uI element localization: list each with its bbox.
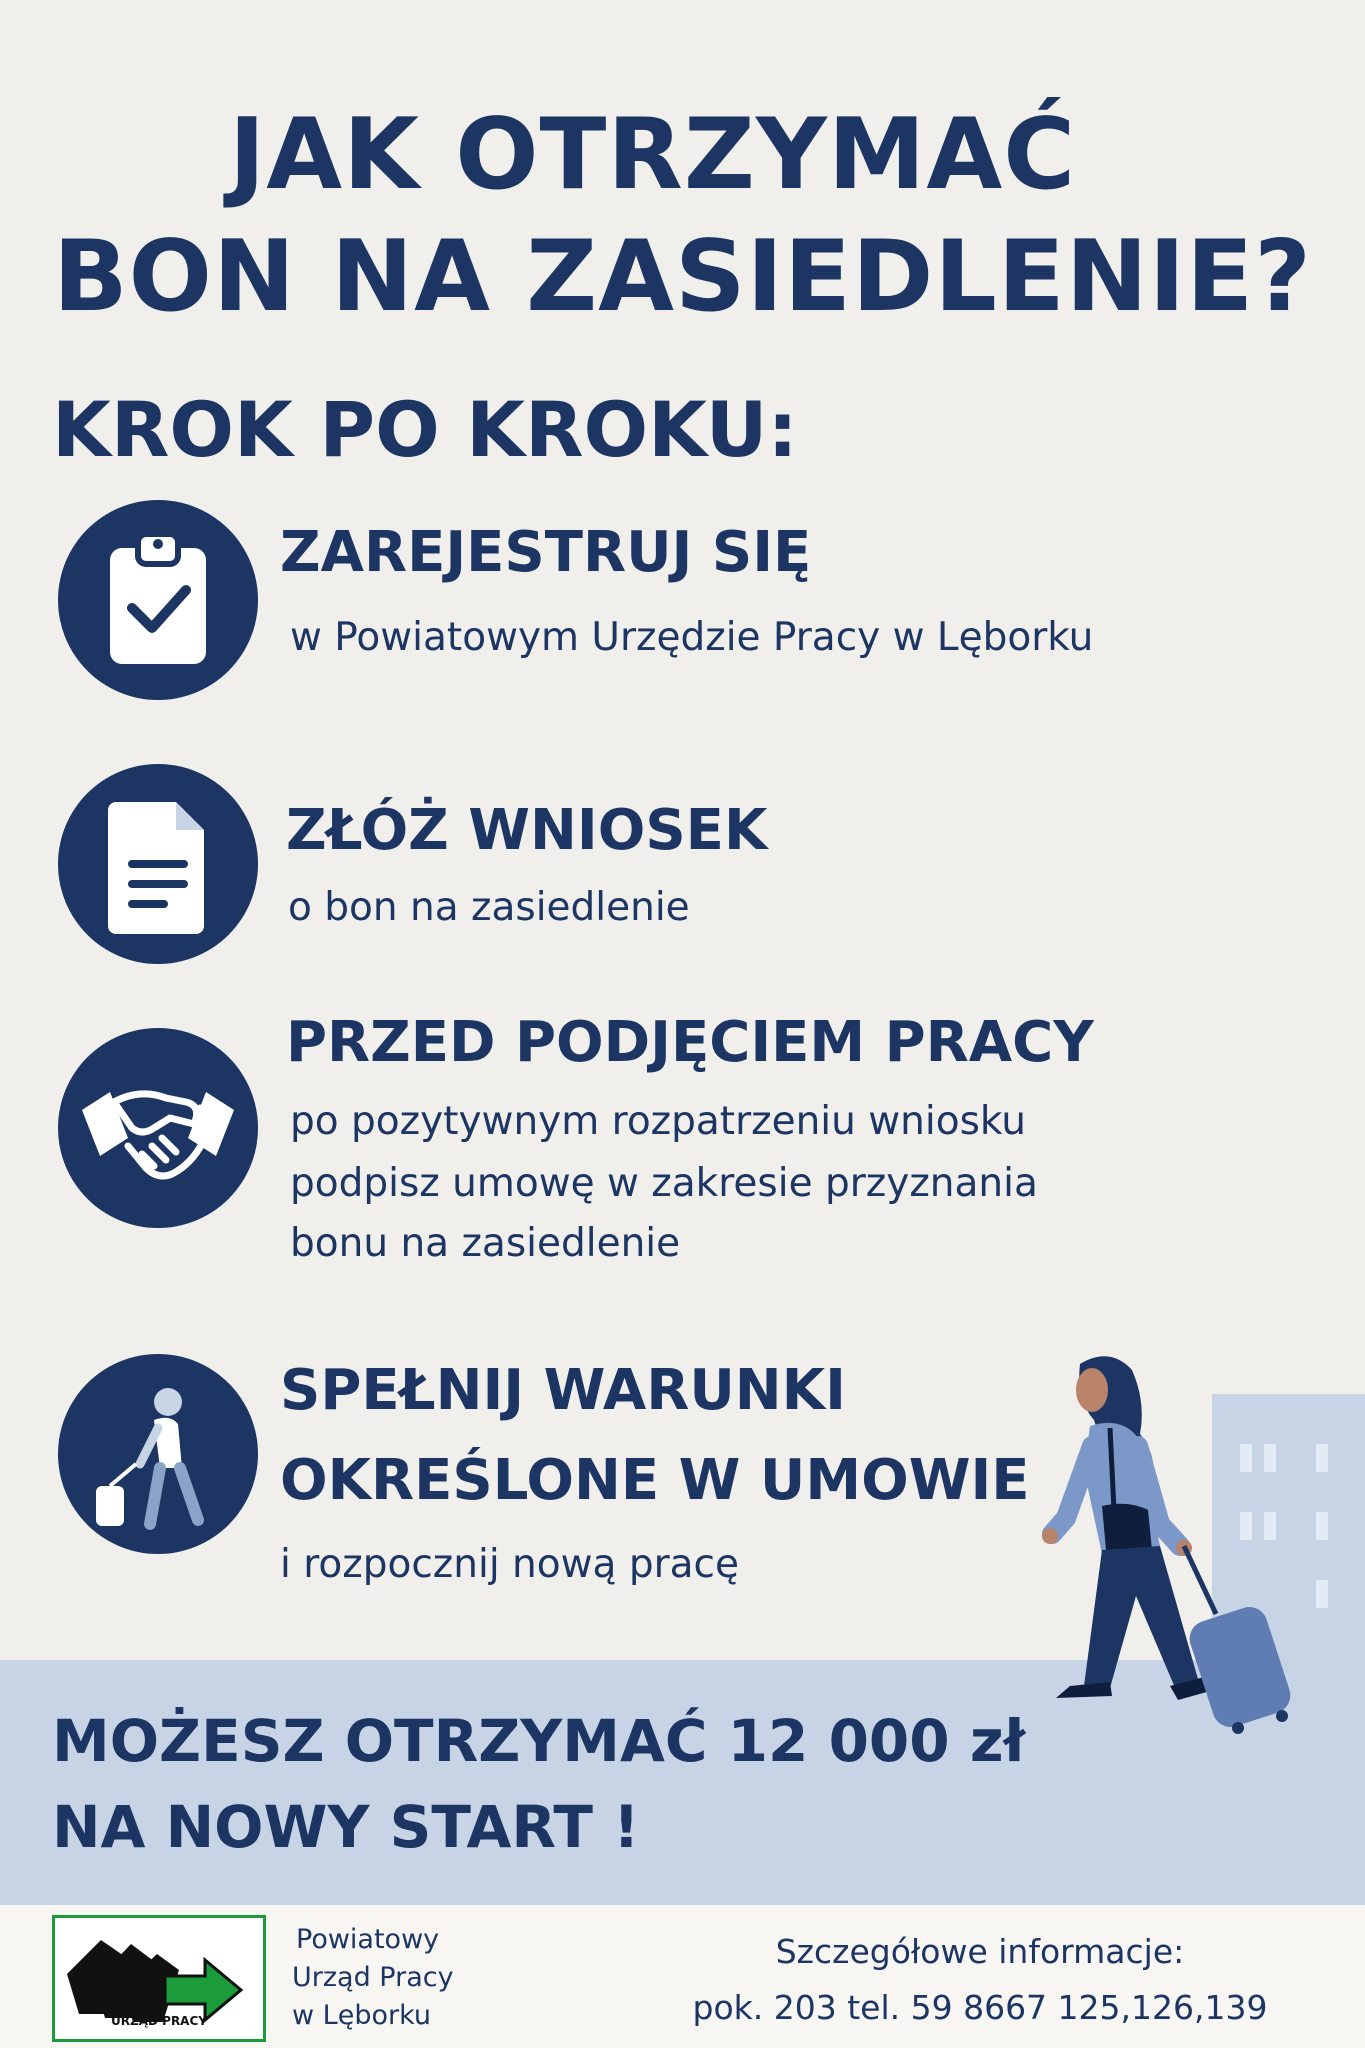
step-4-text: i rozpocznij nową pracę <box>280 1542 739 1587</box>
clipboard-check-icon <box>58 500 258 700</box>
footer-info-contact: pok. 203 tel. 59 8667 125,126,139 <box>692 1988 1268 2027</box>
step-1-text: w Powiatowym Urzędzie Pracy w Lęborku <box>290 615 1094 660</box>
handshake-icon <box>58 1028 258 1228</box>
step-3-text-line-1: po pozytywnym rozpatrzeniu wniosku <box>290 1099 1026 1144</box>
step-3-text-line-3: bonu na zasiedlenie <box>290 1221 681 1266</box>
footer-org-line-3: w Lęborku <box>292 2000 431 2031</box>
step-4-heading-line-2: OKREŚLONE W UMOWIE <box>280 1448 1030 1513</box>
banner-line-2: NA NOWY START ! <box>52 1793 640 1861</box>
woman-with-suitcase-illustration <box>1010 1350 1320 1740</box>
urzad-pracy-logo <box>52 1915 266 2042</box>
footer-info-label: Szczegółowe informacje: <box>775 1932 1185 1971</box>
step-1-heading: ZAREJESTRUJ SIĘ <box>280 520 812 585</box>
step-2-text: o bon na zasiedlenie <box>288 885 690 930</box>
main-title-line-2: BON NA ZASIEDLENIE? <box>52 220 1313 334</box>
step-4-heading-line-1: SPEŁNIJ WARUNKI <box>280 1358 846 1423</box>
logo-text: URZĄD PRACY <box>111 2014 207 2028</box>
main-title-line-1: JAK OTRZYMAĆ <box>228 98 1077 212</box>
banner-line-1: MOŻESZ OTRZYMAĆ 12 000 zł <box>52 1707 1026 1775</box>
step-3-text-line-2: podpisz umowę w zakresie przyznania <box>290 1161 1038 1206</box>
subtitle: KROK PO KROKU: <box>52 385 798 474</box>
document-icon <box>58 764 258 964</box>
step-3-heading: PRZED PODJĘCIEM PRACY <box>286 1010 1094 1075</box>
traveler-icon <box>58 1354 258 1554</box>
step-2-heading: ZŁÓŻ WNIOSEK <box>286 798 768 863</box>
footer-org-line-1: Powiatowy <box>296 1924 440 1955</box>
footer-org-line-2: Urząd Pracy <box>292 1962 454 1993</box>
